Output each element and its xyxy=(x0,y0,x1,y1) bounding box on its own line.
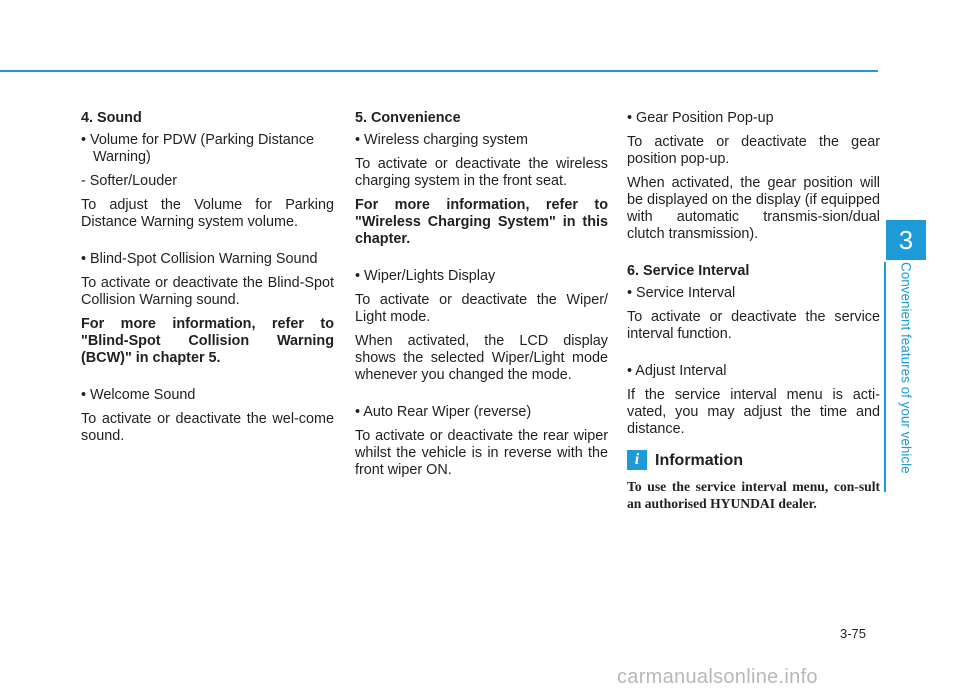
bullet-item: • Volume for PDW (Parking Distance Warning) xyxy=(81,132,314,165)
bullet-item: • Wiper/Lights Display xyxy=(355,268,496,284)
information-title: Information xyxy=(655,451,743,469)
bullet-item: • Blind-Spot Collision Warning Sound xyxy=(81,251,318,267)
info-icon: i xyxy=(627,450,647,470)
chapter-side-line xyxy=(884,262,886,492)
bullet-item: • Auto Rear Wiper (reverse) xyxy=(355,404,532,420)
paragraph: To activate or deactivate the wel-come sound. xyxy=(81,411,334,444)
top-rule xyxy=(0,70,878,72)
reference-note: For more information, refer to "Wireless Charging System" in this chapter. xyxy=(355,197,608,247)
section-heading: 5. Convenience xyxy=(355,110,461,126)
bullet-item: • Wireless charging system xyxy=(355,132,528,148)
bullet-item: • Gear Position Pop-up xyxy=(627,110,774,126)
paragraph: To activate or deactivate the Blind-Spot Collision Warning sound. xyxy=(81,275,334,308)
paragraph: When activated, the gear position will be displayed on the display (if equipped with automatic transmis-sion/dual clutch transmission). xyxy=(627,175,880,242)
chapter-label: Convenient features of your vehicle xyxy=(898,262,914,474)
information-header xyxy=(627,450,880,470)
watermark: carmanualsonline.info xyxy=(617,666,818,688)
sub-item: - Softer/Louder xyxy=(81,173,177,189)
paragraph: To activate or deactivate the Wiper/ Light mode. xyxy=(355,292,608,325)
paragraph: If the service interval menu is acti-vated, you may adjust the time and distance. xyxy=(627,387,880,437)
paragraph: To activate or deactivate the rear wiper whilst the vehicle is in reverse with the front wiper ON. xyxy=(355,428,608,478)
paragraph: To activate or deactivate the wireless charging system in the front seat. xyxy=(355,156,608,189)
bullet-item: • Adjust Interval xyxy=(627,363,727,379)
section-heading: 4. Sound xyxy=(81,110,142,126)
bullet-item: • Service Interval xyxy=(627,285,736,301)
paragraph: To adjust the Volume for Parking Distance Warning system volume. xyxy=(81,197,334,230)
paragraph: To activate or deactivate the service interval function. xyxy=(627,309,880,342)
reference-note: For more information, refer to "Blind-Spot Collision Warning (BCW)" in chapter 5. xyxy=(81,316,334,366)
paragraph: When activated, the LCD display shows the selected Wiper/Light mode whenever you changed the mode. xyxy=(355,333,608,383)
column-service xyxy=(627,110,880,512)
section-heading: 6. Service Interval xyxy=(627,263,750,279)
information-body: To use the service interval menu, con-sult an authorised HYUNDAI dealer. xyxy=(627,479,880,511)
chapter-tab: 3 xyxy=(886,220,926,260)
page-number: 3-75 xyxy=(840,626,867,641)
column-convenience xyxy=(355,110,608,486)
bullet-item: • Welcome Sound xyxy=(81,387,196,403)
column-sound xyxy=(81,110,334,452)
paragraph: To activate or deactivate the gear position pop-up. xyxy=(627,134,880,167)
